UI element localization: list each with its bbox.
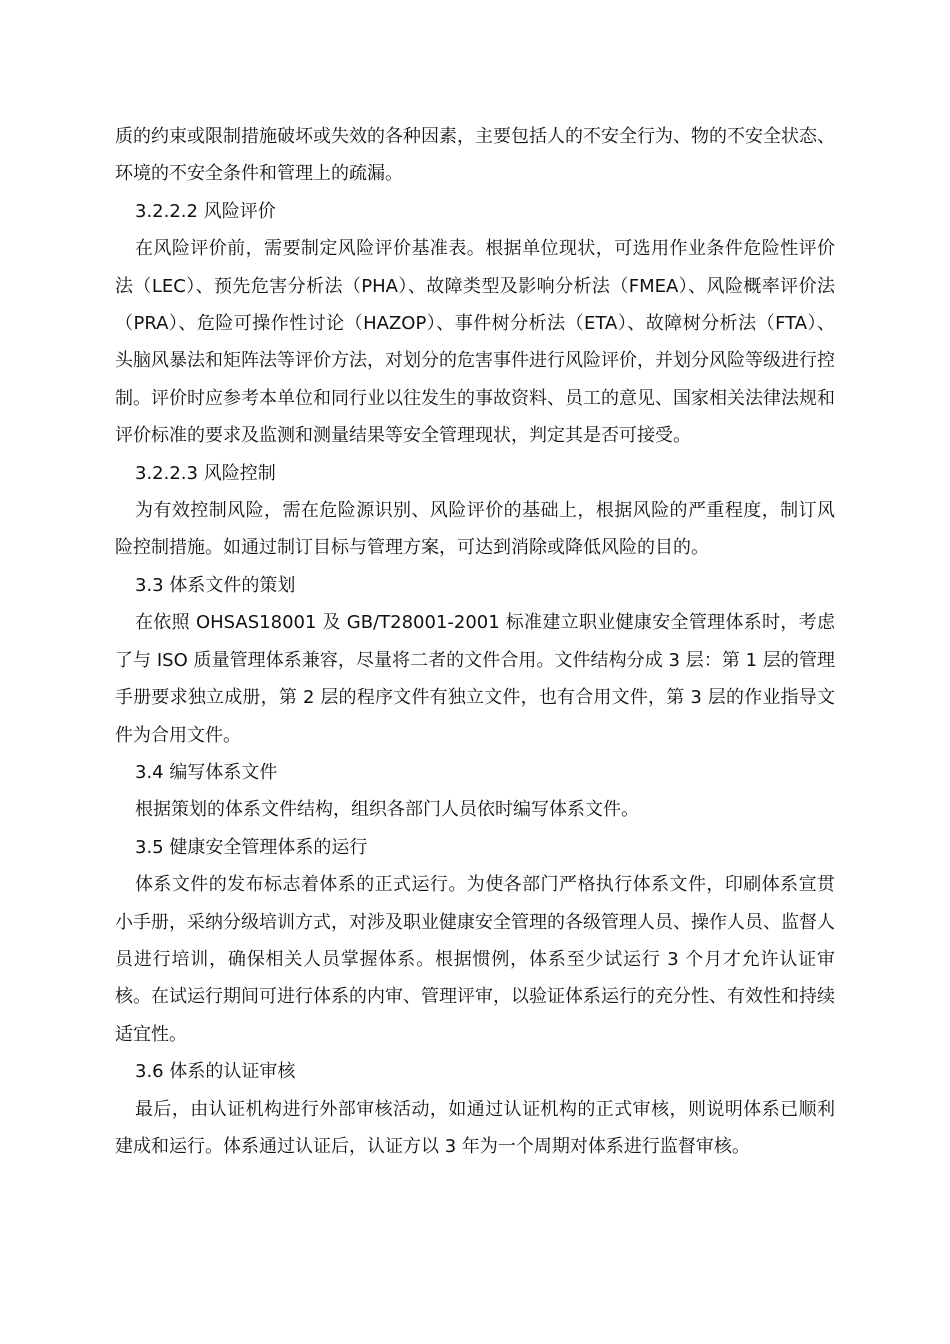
paragraph-risk-control: 为有效控制风险，需在危险源识别、风险评价的基础上，根据风险的严重程度，制订风险控制措施。如通过制订目标与管理方案，可达到消除或降低风险的目的。 (115, 500, 835, 559)
paragraph-certification-audit: 最后，由认证机构进行外部审核活动，如通过认证机构的正式审核，则说明体系已顺利建成和运行。体系通过认证后，认证方以 3 年为一个周期对体系进行监督审核。 (115, 1098, 835, 1157)
section-heading-3-5: 3.5 健康安全管理体系的运行 (135, 836, 368, 858)
section-heading-3-2-2-2: 3.2.2.2 风险评价 (135, 200, 276, 222)
section-heading-3-6: 3.6 体系的认证审核 (135, 1061, 296, 1083)
paragraph-write-documents: 根据策划的体系文件结构，组织各部门人员依时编写体系文件。 (135, 799, 639, 821)
paragraph-risk-evaluation: 在风险评价前，需要制定风险评价基准表。根据单位现状，可选用作业条件危险性评价法（LEC）、预先危害分析法（PHA）、故障类型及影响分析法（FMEA）、风险概率评价法（PRA）、危险可操作性讨论（HAZOP）、事件树分析法（ETA）、故障树分析法（FTA）、头脑风暴法和矩阵法等评价方法，对划分的危害事件进行风险评价，并划分风险等级进行控制。评价时应参考本单位和同行业以往发生的事故资料、员工的意见、国家相关法律法规和评价标准的要求及监测和测量结果等安全管理现状，判定其是否可接受。 (115, 238, 835, 447)
section-heading-3-3: 3.3 体系文件的策划 (135, 574, 296, 596)
section-heading-3-2-2-3: 3.2.2.3 风险控制 (135, 462, 276, 484)
paragraph-system-operation: 体系文件的发布标志着体系的正式运行。为使各部门严格执行体系文件，印刷体系宣贯小手册，采纳分级培训方式，对涉及职业健康安全管理的各级管理人员、操作人员、监督人员进行培训，确保相关人员掌握体系。根据惯例，体系至少试运行 3 个月才允许认证审核。在试运行期间可进行体系的内审、管理评审，以验证体系运行的充分性、有效性和持续适宜性。 (115, 874, 835, 1045)
document-body (115, 118, 835, 1165)
section-heading-3-4: 3.4 编写体系文件 (135, 761, 278, 783)
paragraph-document-planning: 在依照 OHSAS18001 及 GB/T28001-2001 标准建立职业健康安全管理体系时，考虑了与 ISO 质量管理体系兼容，尽量将二者的文件合用。文件结构分成 3 层：第 1 层的管理手册要求独立成册，第 2 层的程序文件有独立文件，也有合用文件，第 3 层的作业指导文件为合用文件。 (115, 612, 835, 746)
paragraph-continuation: 质的约束或限制措施破坏或失效的各种因素，主要包括人的不安全行为、物的不安全状态、环境的不安全条件和管理上的疏漏。 (115, 126, 835, 185)
